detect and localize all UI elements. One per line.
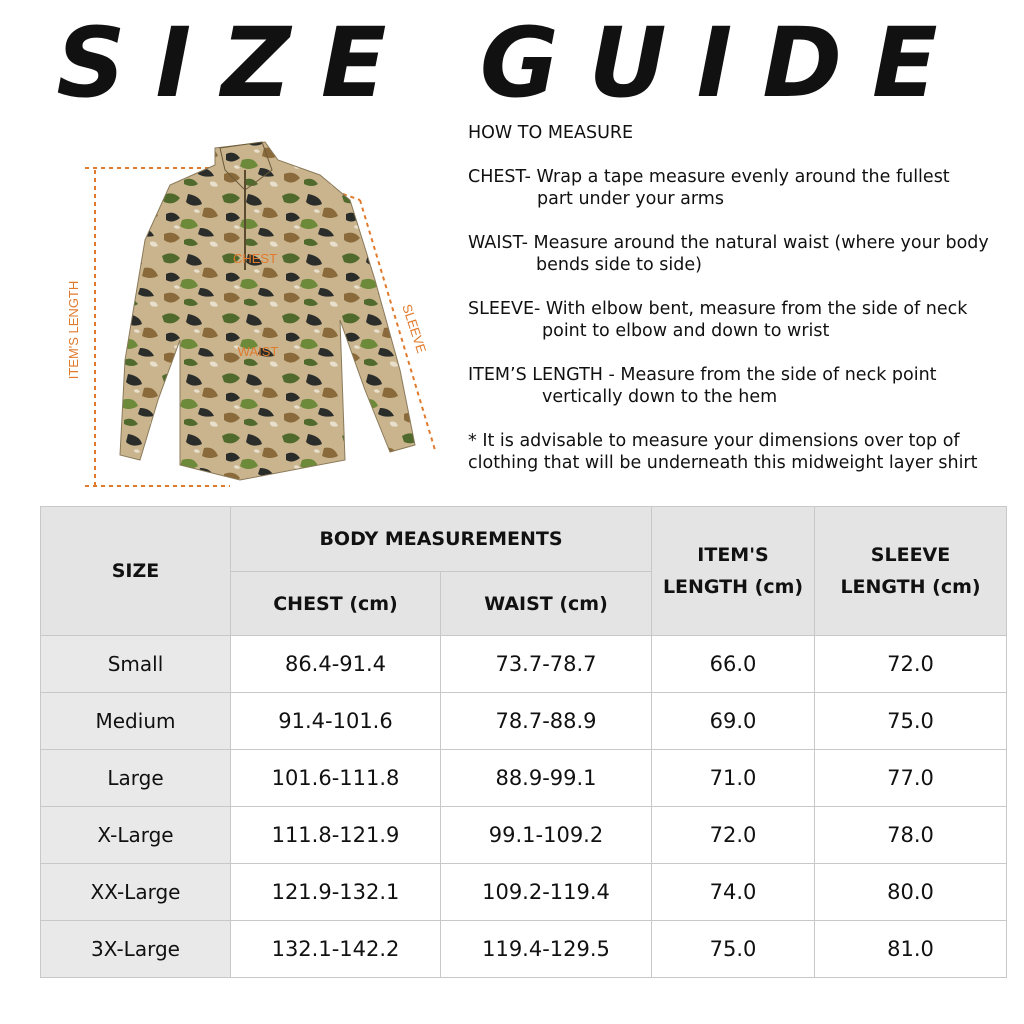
- waist-cell: 88.9-99.1: [441, 750, 652, 807]
- table-row: [41, 750, 1007, 807]
- size-table-body: [41, 636, 1007, 978]
- size-cell: X-Large: [41, 807, 231, 864]
- page-title: SIZE GUIDE: [56, 7, 968, 119]
- header-size: SIZE: [41, 507, 231, 636]
- waist-instruction: WAIST- Measure around the natural waist (where your body bends side to side): [468, 232, 989, 275]
- length-cell: 69.0: [652, 693, 815, 750]
- length-instruction: ITEM’S LENGTH - Measure from the side of neck point vertically down to the hem: [468, 364, 937, 407]
- advisory-note: * It is advisable to measure your dimensions over top of clothing that will be underneath this midweight layer shirt: [468, 430, 978, 473]
- sleeve-cell: 77.0: [815, 750, 1007, 807]
- sleeve-label: SLEEVE: [399, 302, 430, 355]
- header-sleeve-length: SLEEVE LENGTH (cm): [815, 507, 1007, 636]
- shirt-illustration: [40, 130, 460, 500]
- table-row: [41, 807, 1007, 864]
- shirt-shape: [120, 142, 415, 480]
- chest-cell: 86.4-91.4: [231, 636, 441, 693]
- table-row: [41, 864, 1007, 921]
- how-to-measure: [468, 122, 1008, 496]
- header-waist: WAIST (cm): [441, 572, 652, 636]
- waist-cell: 78.7-88.9: [441, 693, 652, 750]
- chest-cell: 121.9-132.1: [231, 864, 441, 921]
- chest-instruction: CHEST- Wrap a tape measure evenly around the fullest part under your arms: [468, 166, 950, 209]
- waist-cell: 109.2-119.4: [441, 864, 652, 921]
- header-item-length: ITEM'S LENGTH (cm): [652, 507, 815, 636]
- chest-cell: 132.1-142.2: [231, 921, 441, 978]
- table-row: [41, 921, 1007, 978]
- chest-cell: 91.4-101.6: [231, 693, 441, 750]
- waist-label: WAIST: [237, 344, 279, 359]
- table-row: [41, 636, 1007, 693]
- header-chest: CHEST (cm): [231, 572, 441, 636]
- header-body-measurements: BODY MEASUREMENTS: [231, 507, 652, 572]
- size-cell: XX-Large: [41, 864, 231, 921]
- size-cell: Medium: [41, 693, 231, 750]
- length-cell: 71.0: [652, 750, 815, 807]
- length-label: ITEM'S LENGTH: [66, 280, 81, 380]
- chest-label: CHEST: [232, 251, 278, 266]
- waist-cell: 119.4-129.5: [441, 921, 652, 978]
- measure-heading: HOW TO MEASURE: [468, 123, 634, 143]
- sleeve-cell: 72.0: [815, 636, 1007, 693]
- waist-cell: 73.7-78.7: [441, 636, 652, 693]
- size-cell: Small: [41, 636, 231, 693]
- length-cell: 74.0: [652, 864, 815, 921]
- length-cell: 66.0: [652, 636, 815, 693]
- waist-cell: 99.1-109.2: [441, 807, 652, 864]
- sleeve-cell: 75.0: [815, 693, 1007, 750]
- sleeve-cell: 81.0: [815, 921, 1007, 978]
- chest-cell: 101.6-111.8: [231, 750, 441, 807]
- chest-cell: 111.8-121.9: [231, 807, 441, 864]
- size-cell: Large: [41, 750, 231, 807]
- table-row: [41, 693, 1007, 750]
- sleeve-cell: 80.0: [815, 864, 1007, 921]
- length-cell: 72.0: [652, 807, 815, 864]
- sleeve-cell: 78.0: [815, 807, 1007, 864]
- size-table: [40, 506, 1007, 978]
- sleeve-instruction: SLEEVE- With elbow bent, measure from the side of neck point to elbow and down to wrist: [468, 298, 968, 341]
- length-cell: 75.0: [652, 921, 815, 978]
- size-cell: 3X-Large: [41, 921, 231, 978]
